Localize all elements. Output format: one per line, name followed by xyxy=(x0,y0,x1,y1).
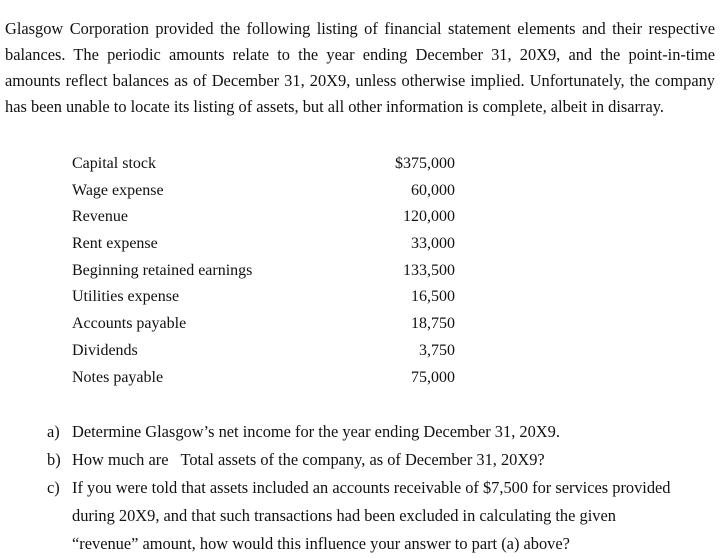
intro-line: Glasgow Corporation provided the following listing of financial statement elements and their respective xyxy=(5,19,715,38)
balance-row xyxy=(72,258,455,285)
question-marker: a) xyxy=(47,422,60,441)
question-line: during 20X9, and that such transactions had been excluded in calculating the given xyxy=(72,506,616,525)
question-line: If you were told that assets included an accounts receivable of $7,500 for services provided xyxy=(72,478,671,497)
balance-label: Revenue xyxy=(72,208,128,226)
question-item xyxy=(47,474,707,558)
balance-row xyxy=(72,231,455,258)
balance-row xyxy=(72,204,455,231)
balance-label: Rent expense xyxy=(72,235,158,253)
balance-label: Capital stock xyxy=(72,155,156,172)
balance-amount: 133,500 xyxy=(403,261,455,279)
balance-label: Beginning retained earnings xyxy=(72,261,253,279)
intro-line: amounts reflect balances as of December 31, 20X9, unless otherwise implied. Unfortunately, the company xyxy=(5,71,715,90)
question-line: “revenue” amount, how would this influence your answer to part (a) above? xyxy=(72,534,570,553)
balance-amount: 3,750 xyxy=(419,341,455,359)
balance-amount: 75,000 xyxy=(411,368,455,386)
question-marker: b) xyxy=(47,450,61,469)
balance-row xyxy=(72,151,455,178)
question-marker: c) xyxy=(47,478,60,497)
balance-row xyxy=(72,178,455,205)
questions-list xyxy=(47,418,707,558)
balance-row xyxy=(72,284,455,311)
balance-label: Wage expense xyxy=(72,181,164,199)
balance-label: Notes payable xyxy=(72,368,164,386)
intro-line: has been unable to locate its listing of assets, but all other information is complete, albeit in disarray. xyxy=(5,97,664,116)
question-item xyxy=(47,446,707,474)
question-text xyxy=(72,446,707,474)
intro-line: balances. The periodic amounts relate to the year ending December 31, 20X9, and the point-in-time xyxy=(5,45,715,64)
balance-amount: 16,500 xyxy=(411,288,455,306)
balance-label: Utilities expense xyxy=(72,288,180,306)
question-text xyxy=(72,418,707,446)
question-item xyxy=(47,418,707,446)
balance-amount: 120,000 xyxy=(403,208,455,226)
intro-paragraph xyxy=(5,16,715,120)
question-line: How much are Total assets of the company, as of December 31, 20X9? xyxy=(72,450,545,469)
balances-table xyxy=(72,151,455,391)
balance-label: Dividends xyxy=(72,341,138,359)
balance-amount: 33,000 xyxy=(411,235,455,253)
balance-row xyxy=(72,365,455,392)
balance-row xyxy=(72,338,455,365)
balance-row xyxy=(72,311,455,338)
balance-label: Accounts payable xyxy=(72,315,187,333)
balance-amount: 18,750 xyxy=(411,315,455,333)
question-text xyxy=(72,474,707,558)
balance-amount: 60,000 xyxy=(411,181,455,199)
question-line: Determine Glasgow’s net income for the year ending December 31, 20X9. xyxy=(72,422,560,441)
balance-amount: $375,000 xyxy=(395,155,455,172)
